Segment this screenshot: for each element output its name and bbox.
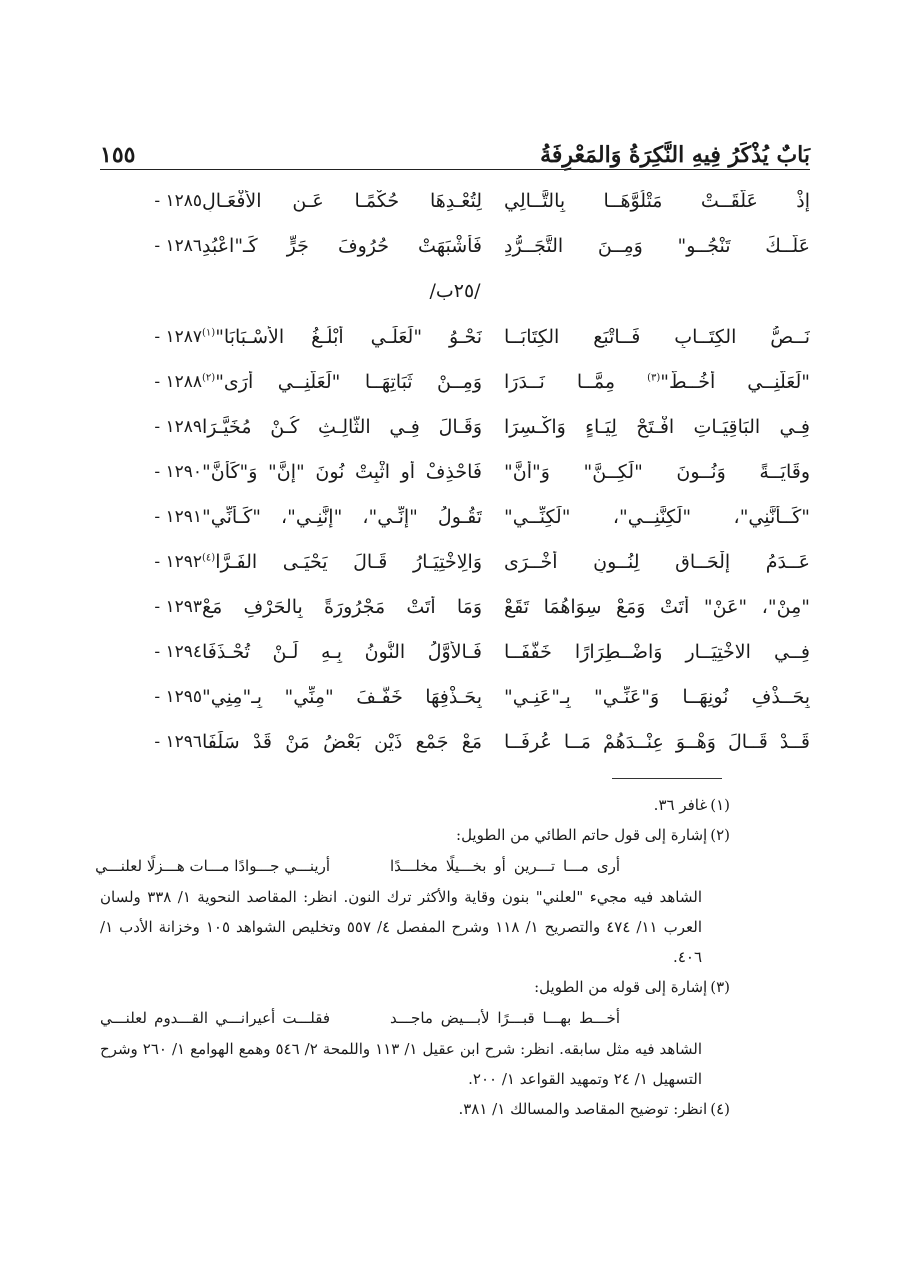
verse-line xyxy=(100,494,810,539)
verse-second-hemistich: "لَعَلَّنِــي أَخُــطُّ"$^{(٣)}$ مِمَّــا نَــدَرَا xyxy=(504,370,810,393)
verse-second-hemistich: قَــدْ قَــالَ وَهْــوَ عِنْــدَهُمْ مَــا عُرِفَــا xyxy=(504,730,810,753)
verse-line xyxy=(100,449,810,494)
verse-first-hemistich: وَالِاخْتِيَـارُ قَـالَ يَحْيَـى الفَـرَّا$^{(٤)}$ xyxy=(202,550,482,573)
verse-line xyxy=(100,359,810,404)
verse-line xyxy=(100,629,810,674)
verse-number: ١٢٩٤ - xyxy=(154,641,202,662)
footnote-verse xyxy=(95,850,730,882)
footnote-ref: (٤) xyxy=(202,552,216,564)
footnote-ref: (٣) xyxy=(647,372,661,384)
verse-second-hemistich: إِذْ عَلَّقَــتْ مَتْلُوَّهَــا بِالتَّــالِي xyxy=(504,189,810,212)
verse-second-hemistich: بِحَــذْفِ نُونِهَــا وَ"عَنِّـي" بِـ"عَنِـي" xyxy=(504,685,810,708)
footnote-mark: (١) xyxy=(710,796,730,814)
footnote-text: الشاهد فيه مجيء "لعلني" بنون وقاية والأكثر ترك النون. انظر: المقاصد النحوية ١/ ٣٣٨ ولسان العرب ١١/ ٤٧٤ والتصريح ١/ ١١٨ وشرح المفصل ٤/ ٥٥٧ وتخليص الشواهد ١٠٥ وخزانة الأدب ١/ ٤٠٦. xyxy=(100,888,702,966)
verse-number: ١٢٨٨ - xyxy=(154,371,202,392)
verse-first-hemistich: فَاحْذِفْ أَوِ اثْبِتْ نُونَ "إِنَّ" وَ"كَأَنَّ" xyxy=(202,460,482,483)
footnote-4 xyxy=(100,1094,730,1124)
verse-first-hemistich: وَمَا أَتَتْ مَجْرُورَةً بِالحَرْفِ مَعْ xyxy=(202,595,482,618)
footnote-ref: (٢) xyxy=(202,372,216,384)
footnote-verse-first: أرينـــي جـــوادًا مـــات هـــزلًا لعلنـــي xyxy=(95,857,330,875)
verse-line xyxy=(100,178,810,223)
verse-number: ١٢٨٦ - xyxy=(154,235,202,256)
verse-line xyxy=(100,674,810,719)
verse-line xyxy=(100,539,810,584)
footnote-mark: (٢) xyxy=(710,826,730,844)
verse-first-hemistich: نَحْـوُ "لَعَلِّـي أَبْلُـغُ الأَسْـبَابَا"$^{(١)}$ xyxy=(202,325,482,348)
page-header xyxy=(100,128,810,168)
footnote-3 xyxy=(100,972,730,1002)
footnote-text: غافر ٣٦. xyxy=(653,796,708,814)
footnote-1 xyxy=(100,790,730,820)
footnote-text: انظر: توضيح المقاصد والمسالك ١/ ٣٨١. xyxy=(458,1100,708,1118)
footnote-verse-second: أخـــط بهـــا قبـــرًا لأبـــيض ماجـــد xyxy=(390,1009,620,1027)
chapter-title: بَابٌ يُذْكَرُ فِيهِ النَّكِرَةُ وَالمَعْرِفَةُ xyxy=(540,142,810,168)
verse-first-hemistich: لِتُعْـدِهَا حُكْمًـا عَـنِ الأَفْعَـالِ xyxy=(202,189,482,212)
verse-line xyxy=(100,314,810,359)
footnote-text: إشارة إلى قوله من الطويل: xyxy=(534,978,708,996)
verse-first-hemistich: وَقَـالَ فِـي الثَّالِـثِ كُـنْ مُخَيَّـرَا xyxy=(202,415,482,438)
verse-number: ١٢٨٩ - xyxy=(154,416,202,437)
verse-second-hemistich: فِــي الاخْتِيَــارِ وَاضْــطِرَارًا خَفَّفَــا xyxy=(504,640,810,663)
verse-second-hemistich: عَــدَمُ إِلْحَــاقٍ لِنُــونٍ أُخْــرَى xyxy=(504,550,810,573)
footnote-text: الشاهد فيه مثل سابقه. انظر: شرح ابن عقيل ١/ ١١٣ واللمحة ٢/ ٥٤٦ وهمع الهوامع ١/ ٢٦٠ وشرح التسهيل ١/ ٢٤ وتمهيد القواعد ١/ ٢٠٠. xyxy=(100,1040,702,1088)
footnote-mark: (٤) xyxy=(710,1100,730,1118)
footnote-ref: (١) xyxy=(202,327,216,339)
verse-number: ١٢٩٦ - xyxy=(154,731,202,752)
verse-second-hemistich: "كَــأَنَّنِي"، "لَكِنَّنِــي"، "لَكِنِّــي" xyxy=(504,505,810,528)
verse-second-hemistich: "مِنْ"، "عَنْ" أَتَتْ وَمَعْ سِوَاهُمَا تَقَعْ xyxy=(504,595,810,618)
verse-list xyxy=(100,178,810,764)
manuscript-folio-marker: /٢٥ب/ xyxy=(429,280,481,302)
footnote-separator xyxy=(612,778,722,779)
footnote-mark: (٣) xyxy=(710,978,730,996)
verse-number: ١٢٩٥ - xyxy=(154,686,202,707)
page-number: ١٥٥ xyxy=(100,142,136,168)
verse-line xyxy=(100,223,810,268)
verse-number: ١٢٨٥ - xyxy=(154,190,202,211)
verse-first-hemistich: وَمِــنْ ثَبَاتِهَــا "لَعَلَّنِــي أَرَى"$^{(٢)}$ xyxy=(202,370,482,393)
footnotes xyxy=(95,790,730,1124)
verse-number: ١٢٩٣ - xyxy=(154,596,202,617)
verse-number: ١٢٩٢ - xyxy=(154,551,202,572)
verse-second-hemistich: عَلَّــكَ تَنْجُــو" وَمِــنَ التَّجَــرُّدِ xyxy=(504,234,810,257)
verse-line xyxy=(100,719,810,764)
footnote-text: إشارة إلى قول حاتم الطائي من الطويل: xyxy=(456,826,708,844)
footnote-verse-second: أرى مـــا تـــرين أو بخـــيلًا مخلـــدًا xyxy=(390,857,620,875)
verse-number: ١٢٩٠ - xyxy=(154,461,202,482)
footnote-2 xyxy=(100,820,730,850)
verse-first-hemistich: بِحَـذْفِهَا خَفَّـفَ "مِنِّي" بِـ"مِنِي" xyxy=(202,685,482,708)
header-rule xyxy=(100,169,810,170)
verse-second-hemistich: فِـي البَاقِيَـاتِ افْـتَحْ لِيَـاءٍ وَاكْـسِرَا xyxy=(504,415,810,438)
verse-line xyxy=(100,404,810,449)
verse-first-hemistich: فَـالأَوَّلُ النُّونُ بِـهِ لَـنْ تُحْـذَفَا xyxy=(202,640,482,663)
verse-first-hemistich: تَقُـولُ "إِنِّـي"، "إِنَّنِـي"، "كَـأَنِّي" xyxy=(202,505,482,528)
verse-first-hemistich: فَأَشْبَهَتْ حُرُوفَ جَرٍّ كَـ"اعْبُدِ xyxy=(202,234,482,257)
verse-second-hemistich: نَــصُّ الكِتَــابِ فَــاتْبَعِ الكِتَابَــا xyxy=(504,325,810,348)
verse-first-hemistich: مَعْ جَمْعِ ذَيْنِ بَعْضُ مَنْ قَدْ سَلَفَا xyxy=(202,730,482,753)
footnote-verse xyxy=(100,1002,730,1034)
verse-line xyxy=(100,584,810,629)
verse-number: ١٢٨٧ - xyxy=(154,326,202,347)
verse-number: ١٢٩١ - xyxy=(154,506,202,527)
footnote-verse-first: فقلـــت أعيرانـــي القـــدوم لعلنـــي xyxy=(100,1009,330,1027)
verse-second-hemistich: وِقَايَــةً وَنُــونَ "لَكِــنَّ" وَ"أَنَّ" xyxy=(504,460,810,483)
